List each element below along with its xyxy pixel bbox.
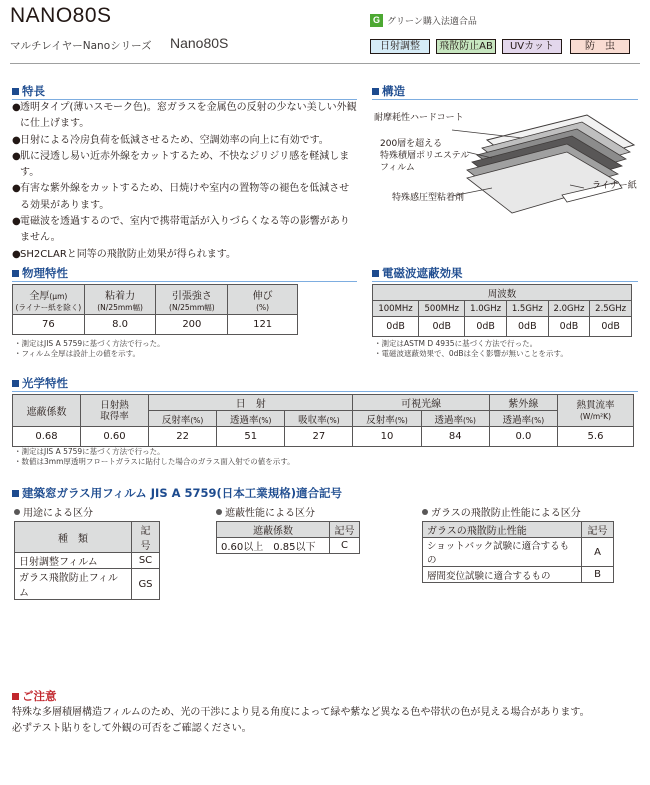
product-title: NANO80S <box>10 4 112 27</box>
sub-reflect: 反射率(%) <box>353 411 421 427</box>
caution-heading <box>12 688 57 704</box>
label-layers-3: フィルム <box>380 163 415 173</box>
emi-value: 0dB <box>465 317 507 337</box>
feature-item: ●肌に浸透し易い近赤外線をカットするため、不快なジリジリ感を軽減します。 <box>12 150 350 179</box>
structure-heading <box>372 84 405 98</box>
optical-value: 84 <box>421 427 489 447</box>
caution-square-icon <box>12 693 19 700</box>
physical-table <box>12 284 298 335</box>
feature-item: ●電磁波を透過するので、室内で携帯電話が入りづらくなる等の影響がありません。 <box>12 216 350 244</box>
col-adhesion: 粘着力 (N/25mm幅) <box>84 285 156 315</box>
physical-heading-text: 物理特性 <box>22 266 68 280</box>
jis-scatter-heading: ガラスの飛散防止性能による区分 <box>422 504 581 519</box>
emi-value: 0dB <box>548 317 590 337</box>
green-purchase-badge <box>370 12 480 29</box>
jis-use-heading: 用途による区分 <box>14 504 93 519</box>
series-line: マルチレイヤーNanoシリーズ <box>10 40 152 52</box>
optical-value: 0.0 <box>489 427 557 447</box>
optical-table <box>12 394 634 447</box>
label-adhesive: 特殊感圧型粘着剤 <box>392 193 465 203</box>
col-solar: 日 射 <box>149 395 353 411</box>
physical-rule <box>12 281 357 282</box>
series-name: Nano80S <box>170 35 229 51</box>
caution-line-1: 特殊な多層積層構造フィルムのため、光の干渉により見る角度によって緑や紫など異なる色や帯状の色が見える場合があります。 <box>12 707 590 718</box>
col-uv: 紫外線 <box>489 395 557 411</box>
tag-uv-cut: UVカット <box>502 39 562 54</box>
optical-value: 0.60 <box>81 427 149 447</box>
emi-rule <box>372 281 638 282</box>
jis-shade-table: 遮蔽係数 記号 0.60以上 0.85以下 C <box>216 521 360 554</box>
jis-heading <box>12 486 342 500</box>
feature-item: ●有害な紫外線をカットするため、日焼けや室内の置物等の褪色を低減させる効果があります。 <box>12 183 350 211</box>
green-g-icon: G <box>370 14 383 27</box>
optical-rule <box>12 391 638 392</box>
heading-square-icon <box>12 270 19 277</box>
jis-use-type: ガラス飛散防止フィルム <box>15 569 132 600</box>
emi-heading-text: 電磁波遮蔽効果 <box>382 266 463 280</box>
feature-item: ●日射による冷房負荷を低減させるため、空調効率の向上に有効です。 <box>12 134 329 146</box>
col-elongation: 伸び (%) <box>228 285 298 315</box>
jis-shade-heading: 遮蔽性能による区分 <box>216 504 315 519</box>
optical-value: 0.68 <box>13 427 81 447</box>
optical-value: 51 <box>217 427 285 447</box>
col-shading-coefficient: 遮蔽係数 <box>13 395 81 427</box>
freq-cell: 2.0GHz <box>548 301 590 317</box>
optical-value: 5.6 <box>558 427 634 447</box>
header-divider <box>10 63 640 64</box>
label-layers-2: 特殊積層ポリエステル <box>380 151 470 161</box>
film-layers <box>467 115 634 213</box>
jis-heading-text: 建築窓ガラス用フィルム JIS A 5759(日本工業規格)適合記号 <box>22 486 343 500</box>
sub-reflect: 反射率(%) <box>149 411 217 427</box>
label-liner: ライナー紙 <box>592 181 637 191</box>
col-solar-heat-gain: 日射熱 取得率 <box>81 395 149 427</box>
sub-trans: 透過率(%) <box>421 411 489 427</box>
emi-note-2: ・電磁波遮蔽効果で、0dBは全く影響が無いことを示す。 <box>374 349 568 358</box>
jis-scatter-code: A <box>582 538 614 567</box>
value-adhesion: 8.0 <box>84 315 156 335</box>
emi-value: 0dB <box>373 317 419 337</box>
heading-square-icon <box>12 380 19 387</box>
optical-value: 27 <box>285 427 353 447</box>
col-visible: 可視光線 <box>353 395 489 411</box>
optical-note-2: ・数値は3mm厚透明フロートガラスに貼付した場合のガラス面入射での値を示す。 <box>14 457 295 466</box>
col-thickness: 全厚(μm) (ライナー紙を除く) <box>13 285 85 315</box>
optical-heading-text: 光学特性 <box>22 376 68 390</box>
tag-solar-control: 日射調整 <box>370 39 430 54</box>
features-list <box>12 100 357 263</box>
optical-note-1: ・測定はJIS A 5759に基づく方法で行った。 <box>14 447 165 456</box>
jis-shade-range: 0.60以上 0.85以下 <box>217 538 330 554</box>
physical-note-1: ・測定はJIS A 5759に基づく方法で行った。 <box>14 339 165 348</box>
physical-note-2: ・フィルム全厚は設計上の値を示す。 <box>14 349 140 358</box>
optical-value: 22 <box>149 427 217 447</box>
caution-heading-text: ご注意 <box>22 689 57 703</box>
sub-trans: 透過率(%) <box>489 411 557 427</box>
jis-shade-code: C <box>330 538 360 554</box>
physical-heading <box>12 266 68 280</box>
freq-cell: 2.5GHz <box>590 301 632 317</box>
tag-insect-repellent: 防 虫 <box>570 39 630 54</box>
label-layers-1: 200層を超える <box>380 139 443 149</box>
freq-cell: 100MHz <box>373 301 419 317</box>
optical-heading <box>12 376 68 390</box>
bullet-dot-icon <box>14 509 20 515</box>
emi-table <box>372 284 632 337</box>
jis-scatter-table: ガラスの飛散防止性能 記号 ショットバック試験に適合するもの A 層間変位試験に適合するもの B <box>422 521 614 583</box>
green-purchase-text: グリーン購入法適合品 <box>387 17 477 27</box>
features-heading-text: 特長 <box>22 84 45 98</box>
sub-trans: 透過率(%) <box>217 411 285 427</box>
emi-value: 0dB <box>506 317 548 337</box>
heading-square-icon <box>12 88 19 95</box>
value-tensile: 200 <box>156 315 228 335</box>
bullet-dot-icon <box>422 509 428 515</box>
heading-square-icon <box>372 88 379 95</box>
emi-heading <box>372 266 463 280</box>
emi-note-1: ・測定はASTM D 4935に基づく方法で行った。 <box>374 339 538 348</box>
feature-item: ●透明タイプ(薄いスモーク色)。窓ガラスを金属色の反射の少ない美しい外観に仕上げます。 <box>12 102 357 130</box>
emi-value: 0dB <box>590 317 632 337</box>
jis-use-type: 日射調整フィルム <box>15 553 132 569</box>
bullet-dot-icon <box>216 509 222 515</box>
value-elongation: 121 <box>228 315 298 335</box>
optical-value: 10 <box>353 427 421 447</box>
sub-absorb: 吸収率(%) <box>285 411 353 427</box>
jis-scatter-test: 層間変位試験に適合するもの <box>423 567 582 583</box>
value-thickness: 76 <box>13 315 85 335</box>
heading-square-icon <box>12 490 19 497</box>
features-heading <box>12 84 45 98</box>
jis-use-code: GS <box>132 569 160 600</box>
emi-value: 0dB <box>419 317 465 337</box>
heading-square-icon <box>372 270 379 277</box>
col-u-value: 熱貫流率 (W/m²K) <box>558 395 634 427</box>
feature-item: ●SH2CLARと同等の飛散防止効果が得られます。 <box>12 248 237 260</box>
caution-line-2: 必ずテスト貼りをして外観の可否をご確認ください。 <box>12 723 252 734</box>
jis-scatter-code: B <box>582 567 614 583</box>
tag-shatter-prevention: 飛散防止AB <box>436 39 496 54</box>
freq-cell: 500MHz <box>419 301 465 317</box>
jis-use-code: SC <box>132 553 160 569</box>
emi-frequency-header: 周波数 <box>373 285 632 301</box>
label-hardcoat: 耐摩耗性ハードコート <box>374 113 464 123</box>
jis-scatter-test: ショットバック試験に適合するもの <box>423 538 582 567</box>
jis-use-table: 種 類 記号 日射調整フィルム SC ガラス飛散防止フィルム GS <box>14 521 160 600</box>
col-tensile: 引張強さ (N/25mm幅) <box>156 285 228 315</box>
freq-cell: 1.5GHz <box>506 301 548 317</box>
structure-heading-text: 構造 <box>382 84 405 98</box>
freq-cell: 1.0GHz <box>465 301 507 317</box>
